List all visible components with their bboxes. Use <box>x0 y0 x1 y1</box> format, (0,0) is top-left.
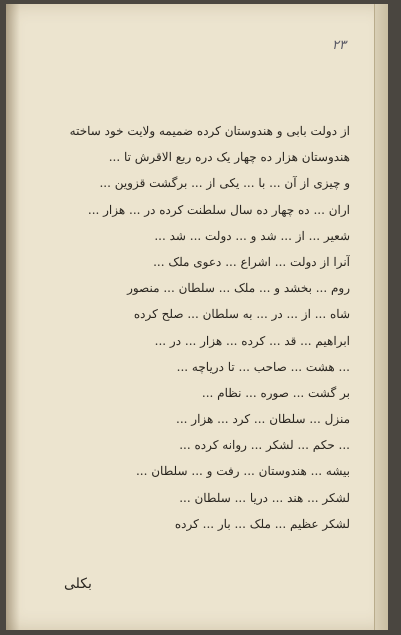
page-spine-shadow <box>6 4 20 630</box>
page-edge <box>374 4 388 630</box>
text-line: ... هشت ... صاحب ... تا دریاچه ... <box>176 359 350 374</box>
text-block <box>50 118 350 537</box>
text-line: آنرا از دولت ... اشراع ... دعوی ملک ... <box>153 254 350 269</box>
text-line: اران ... ده چهار ده سال سلطنت کرده در ... هزار ... <box>87 202 350 217</box>
text-line: بر گشت ... صوره ... نظام ... <box>201 385 350 400</box>
text-line: روم ... بخشد و ... ملک ... سلطان ... منصور <box>127 281 350 296</box>
text-line: هندوستان هزار ده چهار یک دره ربع الاقرش تا ... <box>108 150 350 165</box>
text-line: لشکر عظیم ... ملک ... بار ... کرده <box>174 516 350 531</box>
folio-number: ٢٣ <box>332 38 346 53</box>
text-line: ... حکم ... لشکر ... روانه کرده ... <box>179 438 350 453</box>
text-line: و چیزی از آن ... با ... یکی از ... برگشت قزوین ... <box>99 176 350 191</box>
text-line: لشکر ... هند ... دریا ... سلطان ... <box>179 490 350 505</box>
text-line: از دولت بابی و هندوستان کرده ضمیمه ولایت خود ساخته <box>69 124 350 138</box>
text-line: شاه ... از ... در ... به سلطان ... صلح کرده <box>133 307 350 322</box>
text-line: بیشه ... هندوستان ... رفت و ... سلطان ... <box>135 464 350 479</box>
text-line: شعیر ... از ... شد و ... دولت ... شد ... <box>154 228 350 243</box>
text-line: منزل ... سلطان ... کرد ... هزار ... <box>176 412 350 427</box>
manuscript-page <box>6 4 388 630</box>
text-line: ابراهیم ... قد ... کرده ... هزار ... در ... <box>154 333 350 348</box>
catchword: بکلی <box>64 576 92 592</box>
